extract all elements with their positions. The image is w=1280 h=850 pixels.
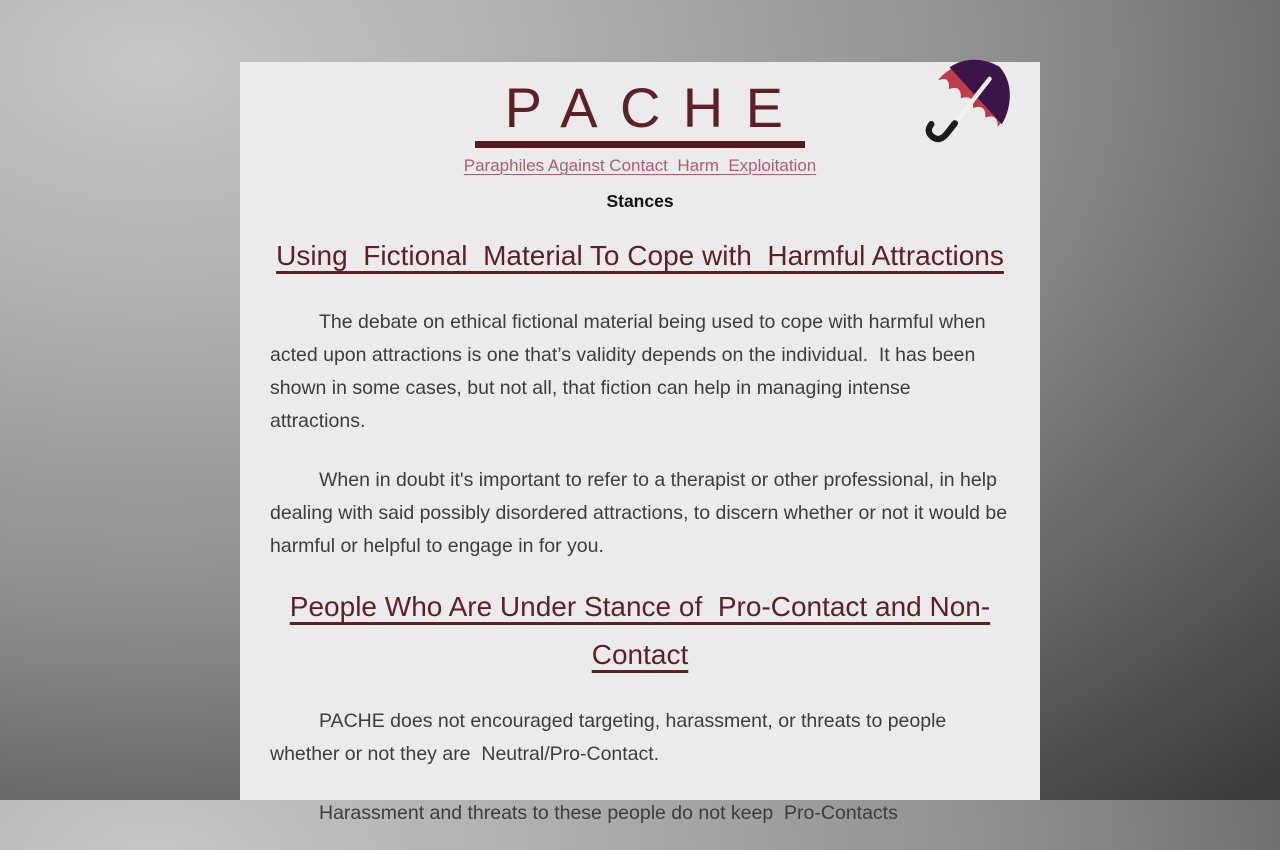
paragraph: When in doubt it's important to refer to a therapist or other professional, in help dealing with said possibly disordered attractions, to discern whether or not it would be harmful or helpful to engage in for you. [270,468,1013,557]
tagline-link[interactable]: Paraphiles Against Contact Harm Exploitation [463,156,817,175]
paragraph: Harassment and threats to these people do not keep Pro-Contacts [319,801,898,824]
umbrella-handle [926,112,955,142]
section-heading-fictional-material[interactable]: Using Fictional Material To Cope with Harmful Attractions [276,239,1004,271]
paragraph: The debate on ethical fictional material being used to cope with harmful when acted upon attractions is one that’s validity depends on the individual. It has been shown in some cases, but not all, that fiction can help in managing intense attractions. [270,310,992,432]
paragraph: PACHE does not encouraged targeting, harassment, or threats to people whether or not they are Neutral/Pro-Contact. [270,709,952,765]
stances-content [240,232,1040,850]
section-heading-pro-contact[interactable]: People Who Are Under Stance of Pro-Contact and Non-Contact [289,590,991,670]
page-title: Stances [606,190,674,211]
content-panel [240,62,1040,824]
site-title: PACHE [475,80,806,148]
site-header [240,62,1040,212]
umbrella-logo-icon [918,50,1018,162]
